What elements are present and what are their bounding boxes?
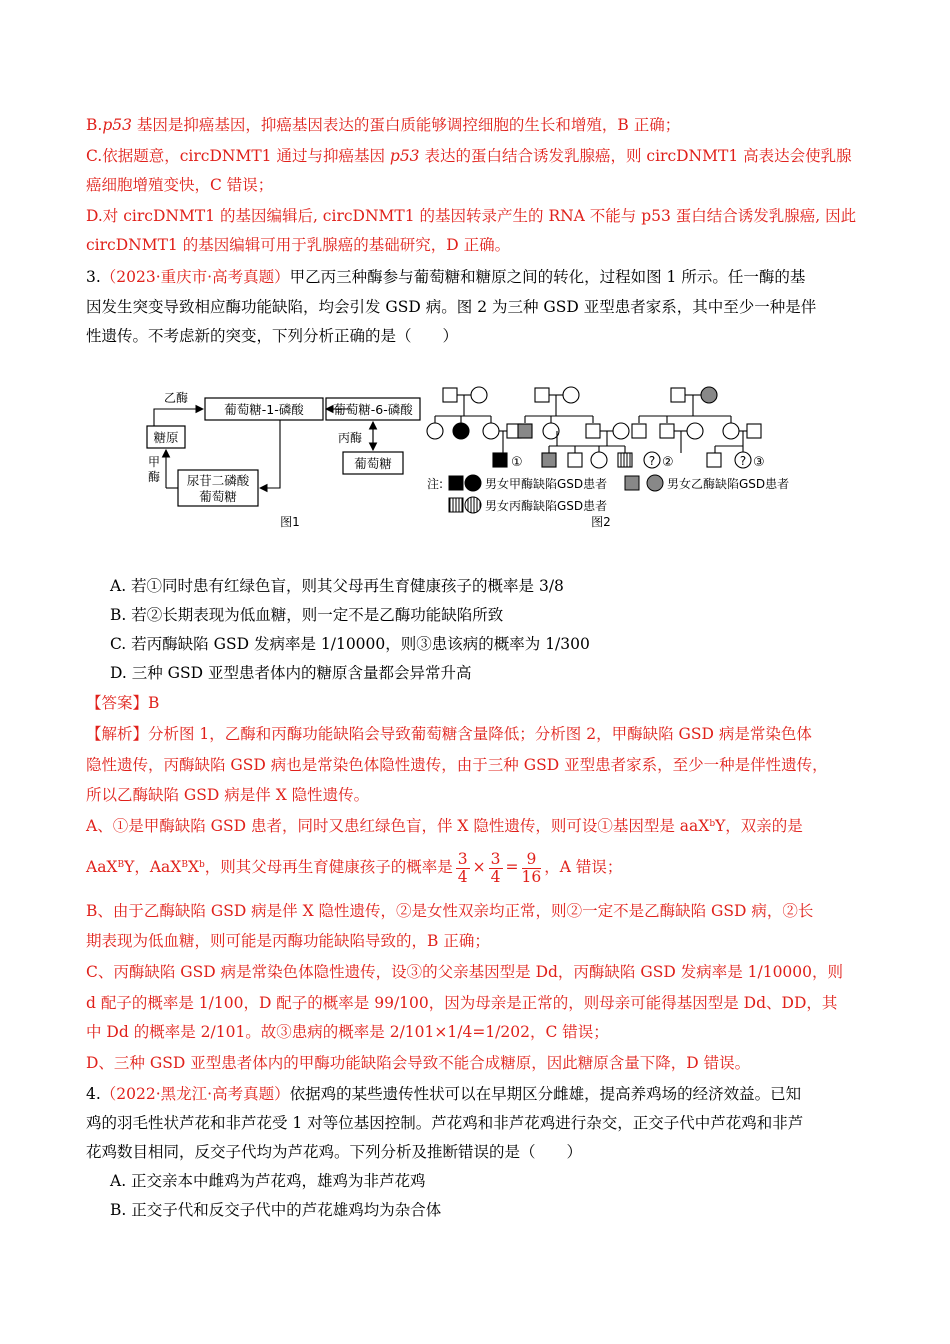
fam3-father (671, 388, 685, 402)
fam2-son-2 (586, 424, 600, 438)
enzyme-jia-label-2: 酶 (148, 470, 161, 484)
figure-1-pathway (130, 380, 430, 530)
q3-option-d: D. 三种 GSD 亚型患者体内的糖原含量都会异常升高 (110, 664, 472, 682)
q3-analysis-B-line1: B、由于乙酶缺陷 GSD 病是伴 X 隐性遗传，②是女性双亲均正常，则②一定不是乙酶缺陷 GSD 病，②长 (86, 902, 814, 920)
fam1-daughter-2 (483, 423, 499, 439)
q3-analysis-C-line2: d 配子的概率是 1/100，D 配子的概率是 99/100，因为母亲是正常的，则母亲可能得基因型是 Dd、DD，其 (86, 994, 838, 1012)
fam2-grandson-affected-yi (542, 453, 556, 467)
fraction-3-4-b: $\frac{3}{4}$ (490, 849, 501, 886)
fam1-father (443, 388, 457, 402)
q3-option-a: A. 若①同时患有红绿色盲，则其父母再生育健康孩子的概率是 3/8 (110, 577, 564, 595)
fam3-grandson (707, 453, 721, 467)
q3-option-b: B. 若②长期表现为低血糖，则一定不是乙酶功能缺陷所致 (110, 606, 504, 624)
q4-stem-line1: 4.（2022·黑龙江·高考真题）依据鸡的某些遗传性状可以在早期区分雌雄，提高养鸡场的经济效益。已知 (86, 1085, 802, 1103)
legend-yi: 男女乙酶缺陷GSD患者 (667, 477, 790, 491)
q3-source: （2023·重庆市·高考真题） (100, 268, 290, 286)
marker-2: ② (662, 455, 674, 470)
prev-analysis-D-line2: circDNMT1 的基因编辑可用于乳腺癌的基础研究，D 正确。 (86, 236, 511, 254)
udpg-label-line2: 葡萄糖 (199, 489, 237, 504)
fam1-daughter (427, 423, 443, 439)
q3-stem-line1: 3.（2023·重庆市·高考真题）甲乙丙三种酶参与葡萄糖和糖原之间的转化，过程如图 1 所示。任一酶的基 (86, 268, 806, 286)
q3-stem-line2: 因发生突变导致相应酶功能缺陷，均会引发 GSD 病。图 2 为三种 GSD 亚型患者家系，其中至少一种是伴 (86, 298, 817, 316)
q3-analysis-A-line1: A、①是甲酶缺陷 GSD 患者，同时又患红绿色盲，伴 X 隐性遗传，则可设①基因型是 aaX$^b$Y，双亲的是 (86, 817, 803, 835)
fam2-granddaughter (591, 452, 607, 468)
q3-answer: 【答案】B (86, 694, 160, 712)
q3-analysis-p1c: 所以乙酶缺陷 GSD 病是伴 X 隐性遗传。 (86, 786, 370, 804)
q4-source: （2022·黑龙江·高考真题） (100, 1085, 290, 1103)
g6p-label: 葡萄糖-6-磷酸 (333, 402, 413, 417)
figure-2-caption: 图2 (591, 515, 611, 529)
q-mark-3: ? (739, 454, 747, 468)
prev-analysis-B: B.p53 基因是抑癌基因，抑癌基因表达的蛋白质能够调控细胞的生长和增殖，B 正确； (86, 116, 681, 134)
enzyme-yi-label: 乙酶 (164, 391, 189, 405)
q4-stem-line2: 鸡的羽毛性状芦花和非芦花受 1 对等位基因控制。芦花鸡和非芦花鸡进行杂交，正交子代中芦花鸡和非芦 (86, 1114, 804, 1132)
figure-2-pedigree (425, 380, 815, 530)
g1p-label: 葡萄糖-1-磷酸 (224, 402, 304, 417)
q3-analysis-D-line1: D、三种 GSD 亚型患者体内的甲酶功能缺陷会导致不能合成糖原，因此糖原含量下降，D 错误。 (86, 1054, 751, 1072)
fam2-grandson-affected-bing (618, 453, 632, 467)
q3-analysis-C-line1: C、丙酶缺陷 GSD 病是常染色体隐性遗传，设③的父亲基因型是 Dd，丙酶缺陷 GSD 发病率是 1/10000，则 (86, 963, 844, 981)
q4-option-a: A. 正交亲本中雌鸡为芦花鸡，雄鸡为非芦花鸡 (110, 1172, 426, 1190)
fam1-daughter-affected-jia (453, 423, 469, 439)
fam3-son-2 (660, 424, 674, 438)
legend-bing: 男女丙酶缺陷GSD患者 (485, 499, 608, 513)
legend-jia: 男女甲酶缺陷GSD患者 (485, 477, 608, 491)
figure-1-caption: 图1 (280, 515, 300, 529)
prev-analysis-C-line1: C.依据题意，circDNMT1 通过与抑癌基因 p53 表达的蛋白结合诱发乳腺癌，则 circDNMT1 高表达会使乳腺 (86, 147, 852, 165)
marker-3: ③ (753, 455, 765, 470)
fam3-son-in-law (747, 424, 761, 438)
q-mark-2: ? (648, 454, 656, 468)
udpg-label-line1: 尿苷二磷酸 (186, 473, 250, 488)
q3-analysis-C-line3: 中 Dd 的概率是 2/101。故③患病的概率是 2/101×1/4=1/202，C 错误； (86, 1023, 609, 1041)
prev-analysis-C-line2: 癌细胞增殖变快，C 错误； (86, 176, 274, 194)
fam3-daughter (723, 423, 739, 439)
q3-stem-line3: 性遗传。不考虑新的突变，下列分析正确的是（ ） (86, 327, 459, 345)
marker-1: ① (511, 455, 523, 470)
fam1-grandson-1-affected-jia (493, 453, 507, 467)
q3-option-c: C. 若丙酶缺陷 GSD 发病率是 1/10000，则③患该病的概率为 1/300 (110, 635, 590, 653)
fam3-mother-affected-yi (701, 387, 717, 403)
q3-analysis-p1a: 【解析】分析图 1，乙酶和丙酶功能缺陷会导致葡萄糖含量降低；分析图 2，甲酶缺陷 GSD 病是常染色体 (86, 725, 812, 743)
fam3-son-1 (632, 424, 646, 438)
q3-analysis-B-line2: 期表现为低血糖，则可能是丙酶功能缺陷导致的，B 正确； (86, 932, 490, 950)
glycogen-label: 糖原 (153, 430, 179, 445)
fraction-3-4-a: $\frac{3}{4}$ (457, 849, 468, 886)
fam2-grandson-2 (568, 453, 582, 467)
prev-analysis-D-line1: D.对 circDNMT1 的基因编辑后, circDNMT1 的基因转录产生的 RNA 不能与 p53 蛋白结合诱发乳腺癌, 因此 (86, 207, 857, 225)
fam2-daughter-in-law (613, 423, 629, 439)
q3-analysis-A-line2: AaX$^B$Y，$AaX^BX^b$，则其父母再生育健康孩子的概率是 $\frac{3}{4}$ × $\frac{3}{4}$ = $\frac{9}{16}$ ，A 错误； (86, 849, 623, 886)
fam2-mother (563, 387, 579, 403)
fam2-father (535, 388, 549, 402)
fraction-9-16: $\frac{9}{16}$ (521, 849, 542, 886)
q4-option-b: B. 正交子代和反交子代中的芦花雄鸡均为杂合体 (110, 1201, 442, 1219)
fam2-son-affected-yi (518, 424, 532, 438)
q4-stem-line3: 花鸡数目相同，反交子代均为芦花鸡。下列分析及推断错误的是（ ） (86, 1143, 583, 1161)
enzyme-bing-label: 丙酶 (338, 431, 363, 445)
fam1-mother (471, 387, 487, 403)
enzyme-jia-label-1: 甲 (148, 455, 161, 469)
fam3-daughter-in-law (687, 423, 703, 439)
glucose-label: 葡萄糖 (354, 456, 392, 471)
legend-note: 注: (427, 477, 444, 491)
q3-analysis-p1b: 隐性遗传，丙酶缺陷 GSD 病也是常染色体隐性遗传，由于三种 GSD 亚型患者家系，至少一种是伴性遗传， (86, 756, 828, 774)
